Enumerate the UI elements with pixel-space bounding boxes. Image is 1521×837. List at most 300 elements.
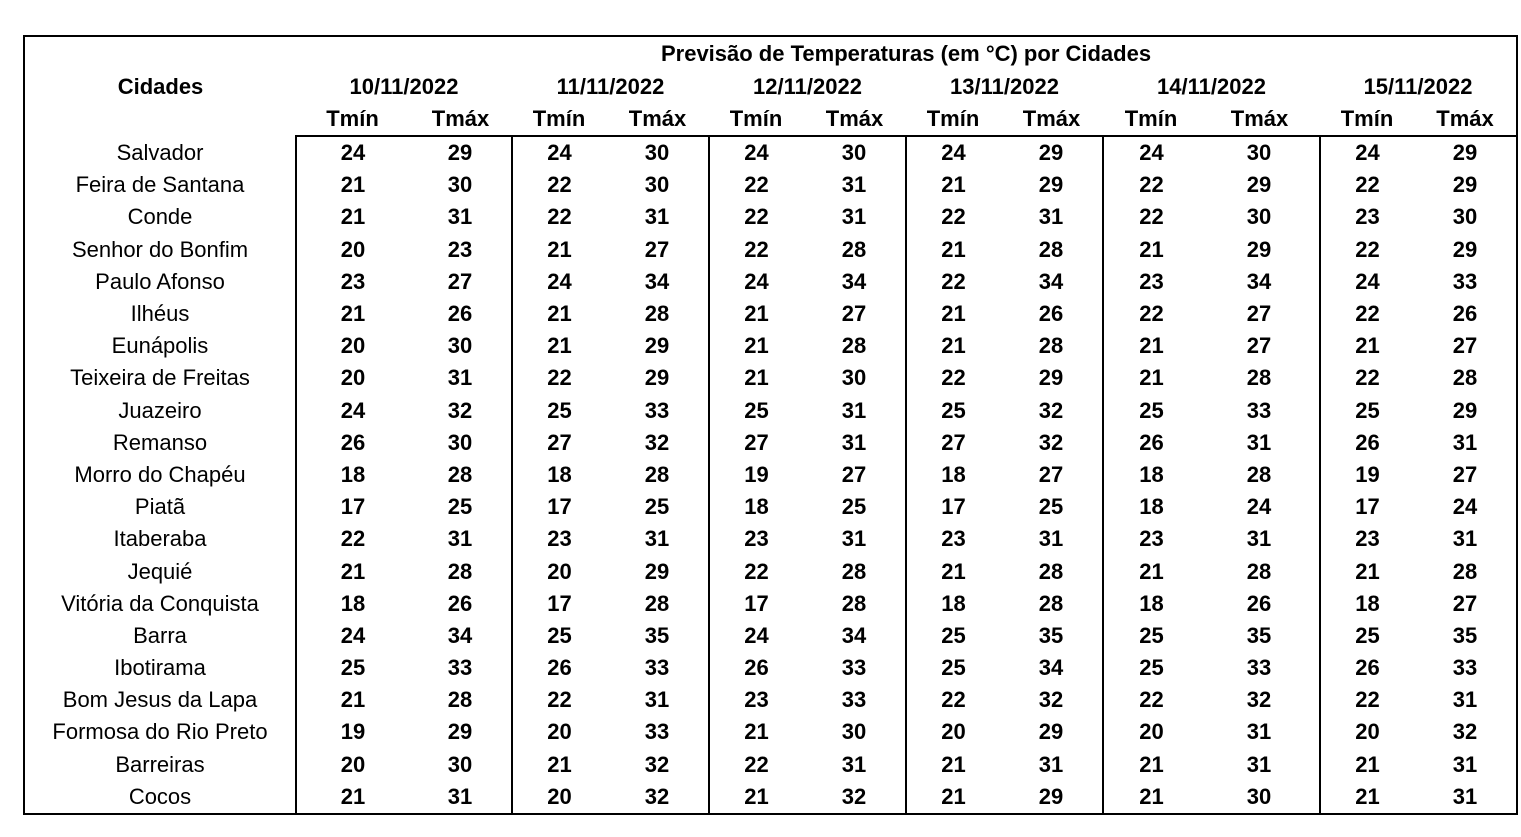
tmax-value: 32 <box>1038 687 1064 713</box>
tmax-value: 33 <box>644 655 670 681</box>
city-name: Feira de Santana <box>75 172 245 198</box>
tmax-value: 25 <box>841 494 867 520</box>
tmin-value: 21 <box>906 555 1000 587</box>
tmin-value: 17 <box>1320 491 1414 523</box>
tmin-value: 24 <box>296 395 409 427</box>
tmin-value: 20 <box>906 716 1000 748</box>
tmax-value: 33 <box>1246 397 1272 423</box>
tmax-value: 29 <box>1452 236 1478 262</box>
tmin-value: 19 <box>296 716 409 748</box>
table-row <box>24 395 1517 427</box>
tmin-value: 18 <box>1320 588 1414 620</box>
table-row <box>24 523 1517 555</box>
tmin-header: Tmín <box>1320 103 1414 136</box>
tmax-value: 31 <box>1038 526 1064 552</box>
tmin-value: 21 <box>709 716 803 748</box>
tmin-header: Tmín <box>296 103 409 136</box>
city-name: Bom Jesus da Lapa <box>62 687 258 713</box>
tmin-value: 19 <box>709 459 803 491</box>
tmin-value: 20 <box>512 716 606 748</box>
tmax-value: 33 <box>841 655 867 681</box>
tmin-header: Tmín <box>1103 103 1199 136</box>
tmax-value: 33 <box>841 687 867 713</box>
tmax-value: 28 <box>1246 558 1272 584</box>
tmin-value: 21 <box>906 169 1000 201</box>
tmin-value: 18 <box>512 459 606 491</box>
city-name: Teixeira de Freitas <box>70 365 250 391</box>
tmax-value: 30 <box>644 140 670 166</box>
tmin-value: 21 <box>709 781 803 814</box>
tmax-value: 30 <box>841 365 867 391</box>
tmin-value: 21 <box>512 234 606 266</box>
tmax-value: 29 <box>1452 172 1478 198</box>
tmin-value: 26 <box>512 652 606 684</box>
tmax-value: 31 <box>841 429 867 455</box>
tmax-value: 27 <box>1246 333 1272 359</box>
tmin-value: 21 <box>709 298 803 330</box>
tmin-value: 21 <box>906 749 1000 781</box>
tmin-value: 22 <box>906 266 1000 298</box>
table-row <box>24 781 1517 814</box>
tmax-value: 32 <box>1246 687 1272 713</box>
tmin-value: 20 <box>1320 716 1414 748</box>
tmin-value: 26 <box>1320 427 1414 459</box>
tmin-value: 21 <box>906 234 1000 266</box>
cities-header: Cidades <box>117 73 204 99</box>
tmax-value: 27 <box>1452 333 1478 359</box>
tmin-value: 20 <box>296 749 409 781</box>
tmin-value: 25 <box>1320 620 1414 652</box>
tmin-value: 21 <box>512 298 606 330</box>
tmin-value: 20 <box>296 234 409 266</box>
tmin-value: 22 <box>709 555 803 587</box>
tmin-value: 22 <box>1320 684 1414 716</box>
tmin-value: 25 <box>512 620 606 652</box>
city-name: Salvador <box>116 139 204 165</box>
table-row <box>24 620 1517 652</box>
tmax-value: 31 <box>1246 526 1272 552</box>
tmax-value: 27 <box>841 461 867 487</box>
tmax-value: 34 <box>841 268 867 294</box>
date-header: 10/11/2022 <box>349 74 459 99</box>
tmin-value: 22 <box>1103 684 1199 716</box>
tmin-value: 21 <box>906 298 1000 330</box>
tmax-value: 31 <box>1452 783 1478 809</box>
tmin-value: 22 <box>709 749 803 781</box>
tmin-value: 21 <box>296 684 409 716</box>
tmax-value: 30 <box>1246 783 1272 809</box>
tmax-value: 32 <box>644 751 670 777</box>
tmin-value: 17 <box>512 588 606 620</box>
table-row <box>24 749 1517 781</box>
city-name: Barra <box>133 622 187 648</box>
date-header: 14/11/2022 <box>1157 74 1266 99</box>
city-name: Senhor do Bonfim <box>71 236 249 262</box>
tmin-value: 19 <box>1320 459 1414 491</box>
table-row <box>24 716 1517 748</box>
tmax-header: Tmáx <box>606 103 709 136</box>
tmax-value: 34 <box>841 622 867 648</box>
tmin-value: 22 <box>1320 362 1414 394</box>
table-row <box>24 169 1517 201</box>
tmax-value: 35 <box>1452 622 1478 648</box>
tmax-value: 24 <box>1452 494 1478 520</box>
tmin-value: 21 <box>296 781 409 814</box>
tmin-value: 22 <box>709 201 803 233</box>
tmin-value: 17 <box>709 588 803 620</box>
tmin-value: 25 <box>709 395 803 427</box>
tmin-value: 18 <box>1103 491 1199 523</box>
table-row <box>24 234 1517 266</box>
tmin-value: 18 <box>906 588 1000 620</box>
city-name: Ibotirama <box>114 655 206 681</box>
tmax-value: 33 <box>1246 655 1272 681</box>
tmax-value: 26 <box>1246 590 1272 616</box>
tmax-value: 27 <box>841 301 867 327</box>
tmin-value: 21 <box>1320 749 1414 781</box>
tmin-value: 21 <box>1103 330 1199 362</box>
tmin-header: Tmín <box>709 103 803 136</box>
city-name: Cocos <box>128 783 192 809</box>
tmax-value: 29 <box>644 333 670 359</box>
tmin-value: 22 <box>709 169 803 201</box>
tmin-value: 18 <box>709 491 803 523</box>
tmax-value: 32 <box>1452 719 1478 745</box>
tmax-value: 34 <box>1246 268 1272 294</box>
tmin-value: 26 <box>296 427 409 459</box>
tmax-value: 31 <box>841 526 867 552</box>
tmin-value: 20 <box>296 362 409 394</box>
tmin-value: 22 <box>709 234 803 266</box>
tmin-value: 23 <box>1103 266 1199 298</box>
tmin-value: 26 <box>1320 652 1414 684</box>
tmin-value: 22 <box>1103 298 1199 330</box>
city-name: Juazeiro <box>118 397 202 423</box>
tmax-value: 31 <box>841 397 867 423</box>
tmax-value: 29 <box>1038 140 1064 166</box>
tmax-value: 26 <box>1038 301 1064 327</box>
city-name: Jequié <box>127 558 193 584</box>
date-header: 11/11/2022 <box>556 74 665 99</box>
tmax-value: 31 <box>447 204 473 230</box>
tmin-value: 23 <box>1320 201 1414 233</box>
tmin-value: 22 <box>1320 298 1414 330</box>
tmin-value: 21 <box>512 330 606 362</box>
tmax-value: 34 <box>644 268 670 294</box>
cities-header-cell <box>24 36 296 136</box>
city-name: Formosa do Rio Preto <box>52 719 268 745</box>
tmax-value: 26 <box>1452 301 1478 327</box>
table-row <box>24 588 1517 620</box>
tmin-value: 22 <box>1320 234 1414 266</box>
tmin-value: 22 <box>512 169 606 201</box>
tmin-value: 20 <box>512 555 606 587</box>
tmax-header: Tmáx <box>1414 103 1517 136</box>
tmin-value: 24 <box>1103 136 1199 169</box>
tmax-value: 29 <box>1038 719 1064 745</box>
tmin-value: 25 <box>1103 395 1199 427</box>
table-row <box>24 652 1517 684</box>
tmin-value: 21 <box>1103 749 1199 781</box>
tmax-value: 31 <box>841 172 867 198</box>
tmin-value: 25 <box>296 652 409 684</box>
tmin-value: 21 <box>1320 781 1414 814</box>
tmin-value: 23 <box>1103 523 1199 555</box>
tmax-value: 31 <box>447 783 473 809</box>
tmax-value: 28 <box>1246 461 1272 487</box>
tmax-value: 28 <box>1038 558 1064 584</box>
tmin-value: 24 <box>906 136 1000 169</box>
tmax-value: 30 <box>447 172 473 198</box>
tmax-value: 31 <box>447 526 473 552</box>
date-header: 15/11/2022 <box>1363 74 1473 99</box>
tmin-value: 22 <box>906 684 1000 716</box>
tmax-value: 28 <box>1246 365 1272 391</box>
tmax-value: 31 <box>644 204 670 230</box>
city-name: Itaberaba <box>113 526 207 552</box>
city-name: Paulo Afonso <box>95 268 225 294</box>
tmax-value: 30 <box>841 719 867 745</box>
tmin-value: 25 <box>1103 620 1199 652</box>
tmax-value: 30 <box>447 333 473 359</box>
tmax-value: 35 <box>1246 622 1272 648</box>
tmax-value: 30 <box>447 751 473 777</box>
tmin-value: 22 <box>906 201 1000 233</box>
table-row <box>24 459 1517 491</box>
table-row <box>24 298 1517 330</box>
tmax-value: 27 <box>447 268 473 294</box>
tmin-value: 24 <box>1320 266 1414 298</box>
tmin-value: 24 <box>512 266 606 298</box>
date-header: 13/11/2022 <box>950 74 1059 99</box>
table-row <box>24 427 1517 459</box>
table-row <box>24 201 1517 233</box>
tmax-value: 28 <box>644 590 670 616</box>
tmax-value: 27 <box>1246 301 1272 327</box>
tmin-value: 17 <box>296 491 409 523</box>
tmax-value: 32 <box>841 783 867 809</box>
tmax-value: 31 <box>644 526 670 552</box>
table-title: Previsão de Temperaturas (em °C) por Cidades <box>660 41 1152 66</box>
tmax-value: 31 <box>447 365 473 391</box>
tmin-value: 24 <box>296 620 409 652</box>
tmin-value: 20 <box>512 781 606 814</box>
tmax-value: 28 <box>841 333 867 359</box>
tmax-value: 29 <box>1246 172 1272 198</box>
tmax-value: 30 <box>1246 204 1272 230</box>
tmax-value: 29 <box>1038 783 1064 809</box>
tmax-value: 33 <box>447 655 473 681</box>
tmax-header: Tmáx <box>803 103 906 136</box>
tmax-value: 31 <box>1246 429 1272 455</box>
tmax-value: 25 <box>447 494 473 520</box>
tmax-value: 32 <box>447 397 473 423</box>
tmin-value: 21 <box>296 555 409 587</box>
tmin-value: 22 <box>512 201 606 233</box>
tmax-value: 34 <box>447 622 473 648</box>
tmin-value: 26 <box>1103 427 1199 459</box>
tmax-value: 28 <box>1452 365 1478 391</box>
tmax-value: 32 <box>644 783 670 809</box>
tmin-value: 24 <box>709 620 803 652</box>
tmax-value: 28 <box>1038 236 1064 262</box>
tmin-value: 21 <box>709 362 803 394</box>
tmin-value: 21 <box>1103 781 1199 814</box>
city-name: Ilhéus <box>130 301 190 327</box>
tmax-value: 23 <box>447 236 473 262</box>
tmax-value: 28 <box>841 236 867 262</box>
tmin-value: 22 <box>1103 201 1199 233</box>
tmin-value: 25 <box>1320 395 1414 427</box>
tmax-value: 24 <box>1246 494 1272 520</box>
table-row <box>24 684 1517 716</box>
tmax-value: 30 <box>447 429 473 455</box>
table-row <box>24 136 1517 169</box>
tmin-value: 21 <box>906 781 1000 814</box>
tmin-value: 20 <box>296 330 409 362</box>
tmin-value: 23 <box>296 266 409 298</box>
tmax-value: 32 <box>1038 429 1064 455</box>
tmin-value: 17 <box>512 491 606 523</box>
tmax-header: Tmáx <box>1000 103 1103 136</box>
tmax-value: 31 <box>1452 526 1478 552</box>
tmin-value: 25 <box>906 395 1000 427</box>
tmax-value: 28 <box>1038 590 1064 616</box>
tmin-value: 21 <box>1103 555 1199 587</box>
tmax-value: 27 <box>1452 590 1478 616</box>
tmax-value: 31 <box>841 204 867 230</box>
tmax-value: 26 <box>447 301 473 327</box>
tmax-value: 25 <box>644 494 670 520</box>
tmax-value: 32 <box>1038 397 1064 423</box>
table-row <box>24 491 1517 523</box>
table-row <box>24 362 1517 394</box>
tmin-value: 25 <box>512 395 606 427</box>
tmax-value: 28 <box>644 461 670 487</box>
tmax-value: 33 <box>1452 268 1478 294</box>
tmin-value: 24 <box>1320 136 1414 169</box>
tmax-value: 30 <box>841 140 867 166</box>
table-row <box>24 555 1517 587</box>
tmin-value: 23 <box>512 523 606 555</box>
tmax-value: 35 <box>644 622 670 648</box>
tmax-value: 35 <box>1038 622 1064 648</box>
tmax-value: 30 <box>644 172 670 198</box>
tmax-value: 34 <box>1038 268 1064 294</box>
tmin-value: 22 <box>512 362 606 394</box>
tmax-value: 31 <box>1246 719 1272 745</box>
tmin-value: 17 <box>906 491 1000 523</box>
tmax-value: 31 <box>644 687 670 713</box>
date-header: 12/11/2022 <box>753 74 862 99</box>
tmax-value: 25 <box>1038 494 1064 520</box>
tmax-value: 29 <box>1452 140 1478 166</box>
table-row <box>24 330 1517 362</box>
tmax-value: 31 <box>841 751 867 777</box>
tmax-value: 32 <box>644 429 670 455</box>
forecast-table <box>23 35 1518 815</box>
tmax-value: 28 <box>447 558 473 584</box>
tmax-value: 28 <box>447 687 473 713</box>
tmin-value: 27 <box>512 427 606 459</box>
tmax-value: 31 <box>1038 204 1064 230</box>
tmin-value: 18 <box>296 459 409 491</box>
tmin-value: 27 <box>709 427 803 459</box>
tmin-value: 24 <box>296 136 409 169</box>
tmax-header: Tmáx <box>409 103 512 136</box>
tmin-value: 22 <box>1320 169 1414 201</box>
tmax-value: 29 <box>447 719 473 745</box>
tmax-value: 30 <box>1246 140 1272 166</box>
tmin-header: Tmín <box>906 103 1000 136</box>
tmax-value: 27 <box>1038 461 1064 487</box>
tmax-value: 29 <box>1038 365 1064 391</box>
city-name: Vitória da Conquista <box>61 590 259 616</box>
tmax-value: 33 <box>644 719 670 745</box>
tmin-value: 21 <box>296 169 409 201</box>
tmax-value: 31 <box>1246 751 1272 777</box>
tmax-value: 26 <box>447 590 473 616</box>
tmin-value: 25 <box>906 652 1000 684</box>
tmax-value: 31 <box>1038 751 1064 777</box>
tmin-value: 21 <box>1103 234 1199 266</box>
tmax-value: 27 <box>1452 461 1478 487</box>
tmin-value: 21 <box>296 201 409 233</box>
tmax-value: 31 <box>1452 429 1478 455</box>
tmax-value: 30 <box>1452 204 1478 230</box>
tmax-value: 31 <box>1452 687 1478 713</box>
tmax-value: 33 <box>644 397 670 423</box>
tmin-value: 21 <box>709 330 803 362</box>
forecast-body <box>24 136 1517 814</box>
tmax-value: 28 <box>1038 333 1064 359</box>
tmin-value: 21 <box>512 749 606 781</box>
tmin-value: 21 <box>296 298 409 330</box>
table-row <box>24 266 1517 298</box>
tmax-value: 28 <box>644 301 670 327</box>
tmin-value: 23 <box>906 523 1000 555</box>
city-name: Morro do Chapéu <box>74 461 246 487</box>
tmin-value: 21 <box>906 330 1000 362</box>
city-name: Eunápolis <box>111 333 209 359</box>
tmax-value: 33 <box>1452 655 1478 681</box>
tmin-value: 20 <box>1103 716 1199 748</box>
tmax-value: 34 <box>1038 655 1064 681</box>
tmin-value: 22 <box>296 523 409 555</box>
tmin-value: 18 <box>906 459 1000 491</box>
tmin-value: 21 <box>1103 362 1199 394</box>
tmin-value: 21 <box>1320 555 1414 587</box>
city-name: Barreiras <box>115 751 205 777</box>
tmin-value: 24 <box>512 136 606 169</box>
tmin-value: 22 <box>906 362 1000 394</box>
tmin-value: 27 <box>906 427 1000 459</box>
tmax-value: 29 <box>644 558 670 584</box>
tmin-value: 18 <box>1103 588 1199 620</box>
tmax-value: 27 <box>644 236 670 262</box>
tmax-value: 28 <box>841 558 867 584</box>
tmin-header: Tmín <box>512 103 606 136</box>
tmin-value: 21 <box>1320 330 1414 362</box>
tmax-value: 29 <box>447 140 473 166</box>
tmin-value: 24 <box>709 136 803 169</box>
tmax-value: 28 <box>841 590 867 616</box>
tmax-value: 29 <box>1452 397 1478 423</box>
tmin-value: 23 <box>709 684 803 716</box>
tmax-value: 29 <box>1246 236 1272 262</box>
tmin-value: 23 <box>709 523 803 555</box>
tmin-value: 25 <box>1103 652 1199 684</box>
